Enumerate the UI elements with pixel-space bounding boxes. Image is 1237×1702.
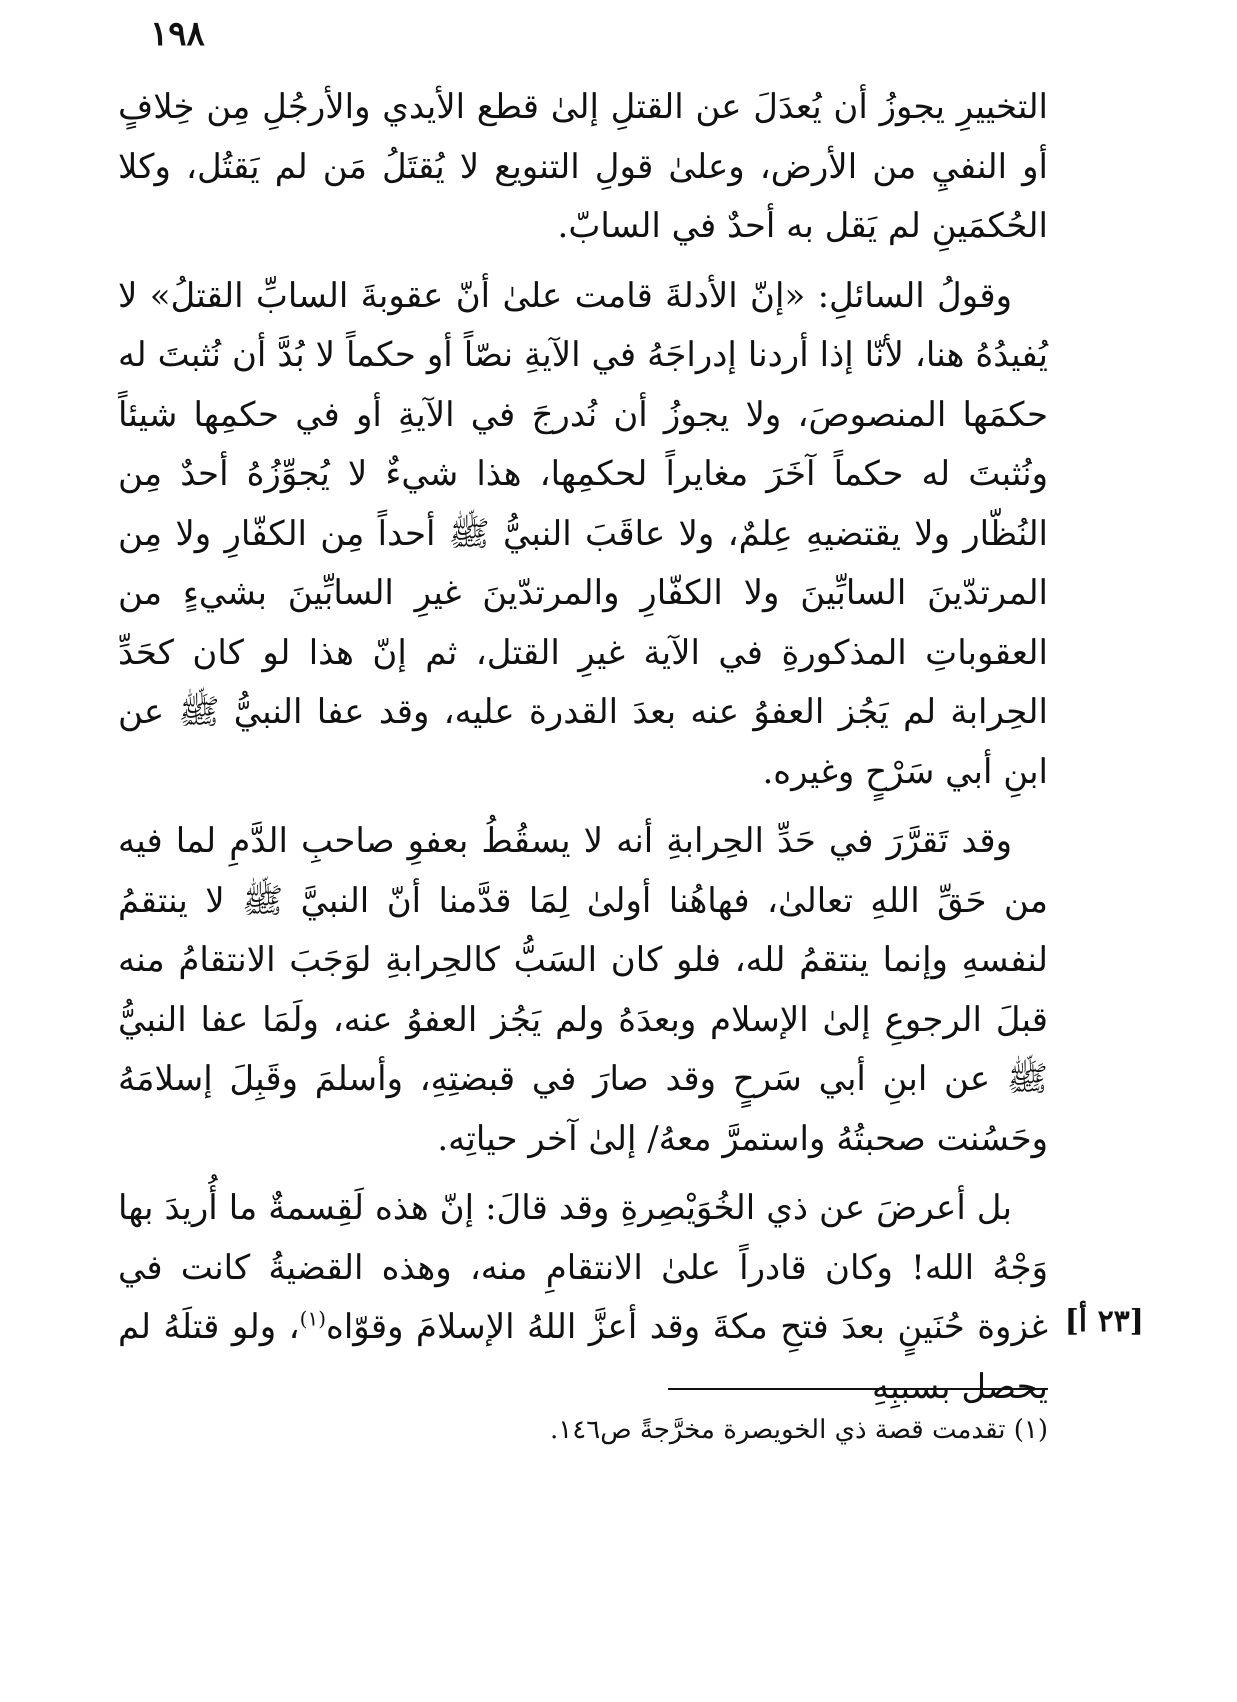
paragraph-4-text-end: ، ولو قتلَهُ لم يحصل بسببِهِ: [118, 1307, 1048, 1407]
paragraph-3: وقد تَقرَّرَ في حَدِّ الحِرابةِ أنه لا يسقُطُ بعفوِ صاحبِ الدَّمِ لما فيه من حَقِّ اللهِ تعالىٰ، فهاهُنا أولىٰ لِمَا قدَّمنا أنّ النبيَّ ﷺ لا ينتقمُ لنفسهِ وإنما ينتقمُ لله، فلو كان السَبُّ كالحِرابةِ لوَجَبَ الانتقامُ منه قبلَ الرجوعِ إلىٰ الإسلام وبعدَهُ ولم يَجُز العفوُ عنه، ولَمَا عفا النبيُّ ﷺ عن ابنِ أبي سَرحٍ وقد صارَ في قبضتِهِ، وأسلمَ وقَبِلَ إسلامَهُ وحَسُنت صحبتُهُ واستمرَّ معهُ/ إلىٰ آخر حياتِه.: [118, 821, 1048, 1159]
paragraph-4: [118, 1179, 1048, 1417]
paragraph-4-text: بل أعرضَ عن ذي الخُوَيْصِرةِ وقد قالَ: إنّ هذه لَقِسمةٌ ما أُريدَ بها وَجْهُ الله! وكان قادراً علىٰ الانتقامِ منه، وهذه القضيةُ كانت في غزوة حُنَينٍ بعدَ فتحِ مكةَ وقد أعزَّ اللهُ الإسلامَ وقوّاه: [118, 1188, 1048, 1347]
paragraph-1: التخييرِ يجوزُ أن يُعدَلَ عن القتلِ إلىٰ قطع الأيدي والأرجُلِ مِن خِلافٍ أو النفيِ من الأرض، وعلىٰ قولِ التنويع لا يُقتَلُ مَن لم يَقتُل، وكلا الحُكمَينِ لم يَقل به أحدٌ في السابّ.: [118, 87, 1048, 246]
main-text: [118, 78, 1144, 1427]
footnote-marker: (١): [299, 1306, 326, 1331]
paragraph-2: وقولُ السائلِ: «إنّ الأدلةَ قامت علىٰ أنّ عقوبةَ السابِّ القتلُ» لا يُفيدُهُ هنا، لأنّا إذا أردنا إدراجَهُ في الآيةِ نصّاً أو حكماً لا بُدَّ أن نُثبتَ له حكمَها المنصوصَ، ولا يجوزُ أن نُدرجَ في الآيةِ أو في حكمِها شيئاً ونُثبتَ له حكماً آخَرَ مغايراً لحكمِها، هذا شيءٌ لا يُجوِّزُهُ أحدٌ مِن النُظّار ولا يقتضيهِ عِلمٌ، ولا عاقَبَ النبيُّ ﷺ أحداً مِن الكفّارِ ولا مِن المرتدّينَ السابِّينَ ولا الكفّارِ والمرتدّينَ غيرِ السابِّينَ بشيءٍ من العقوباتِ المذكورةِ في الآية غيرِ القتل، ثم إنّ هذا لو كان كحَدِّ الحِرابة لم يَجُز العفوُ عنه بعدَ القدرة عليه، وقد عفا النبيُّ ﷺ عن ابنِ أبي سَرْحٍ وغيره.: [118, 275, 1048, 792]
footnote-1: (١) تقدمت قصة ذي الخويصرة مخرَّجةً ص١٤٦.: [550, 1415, 1048, 1445]
manuscript-folio-marker: [٢٣ أ]: [1064, 1304, 1144, 1339]
page-number: ١٩٨: [150, 14, 205, 54]
footnote-divider: [668, 1388, 1048, 1390]
